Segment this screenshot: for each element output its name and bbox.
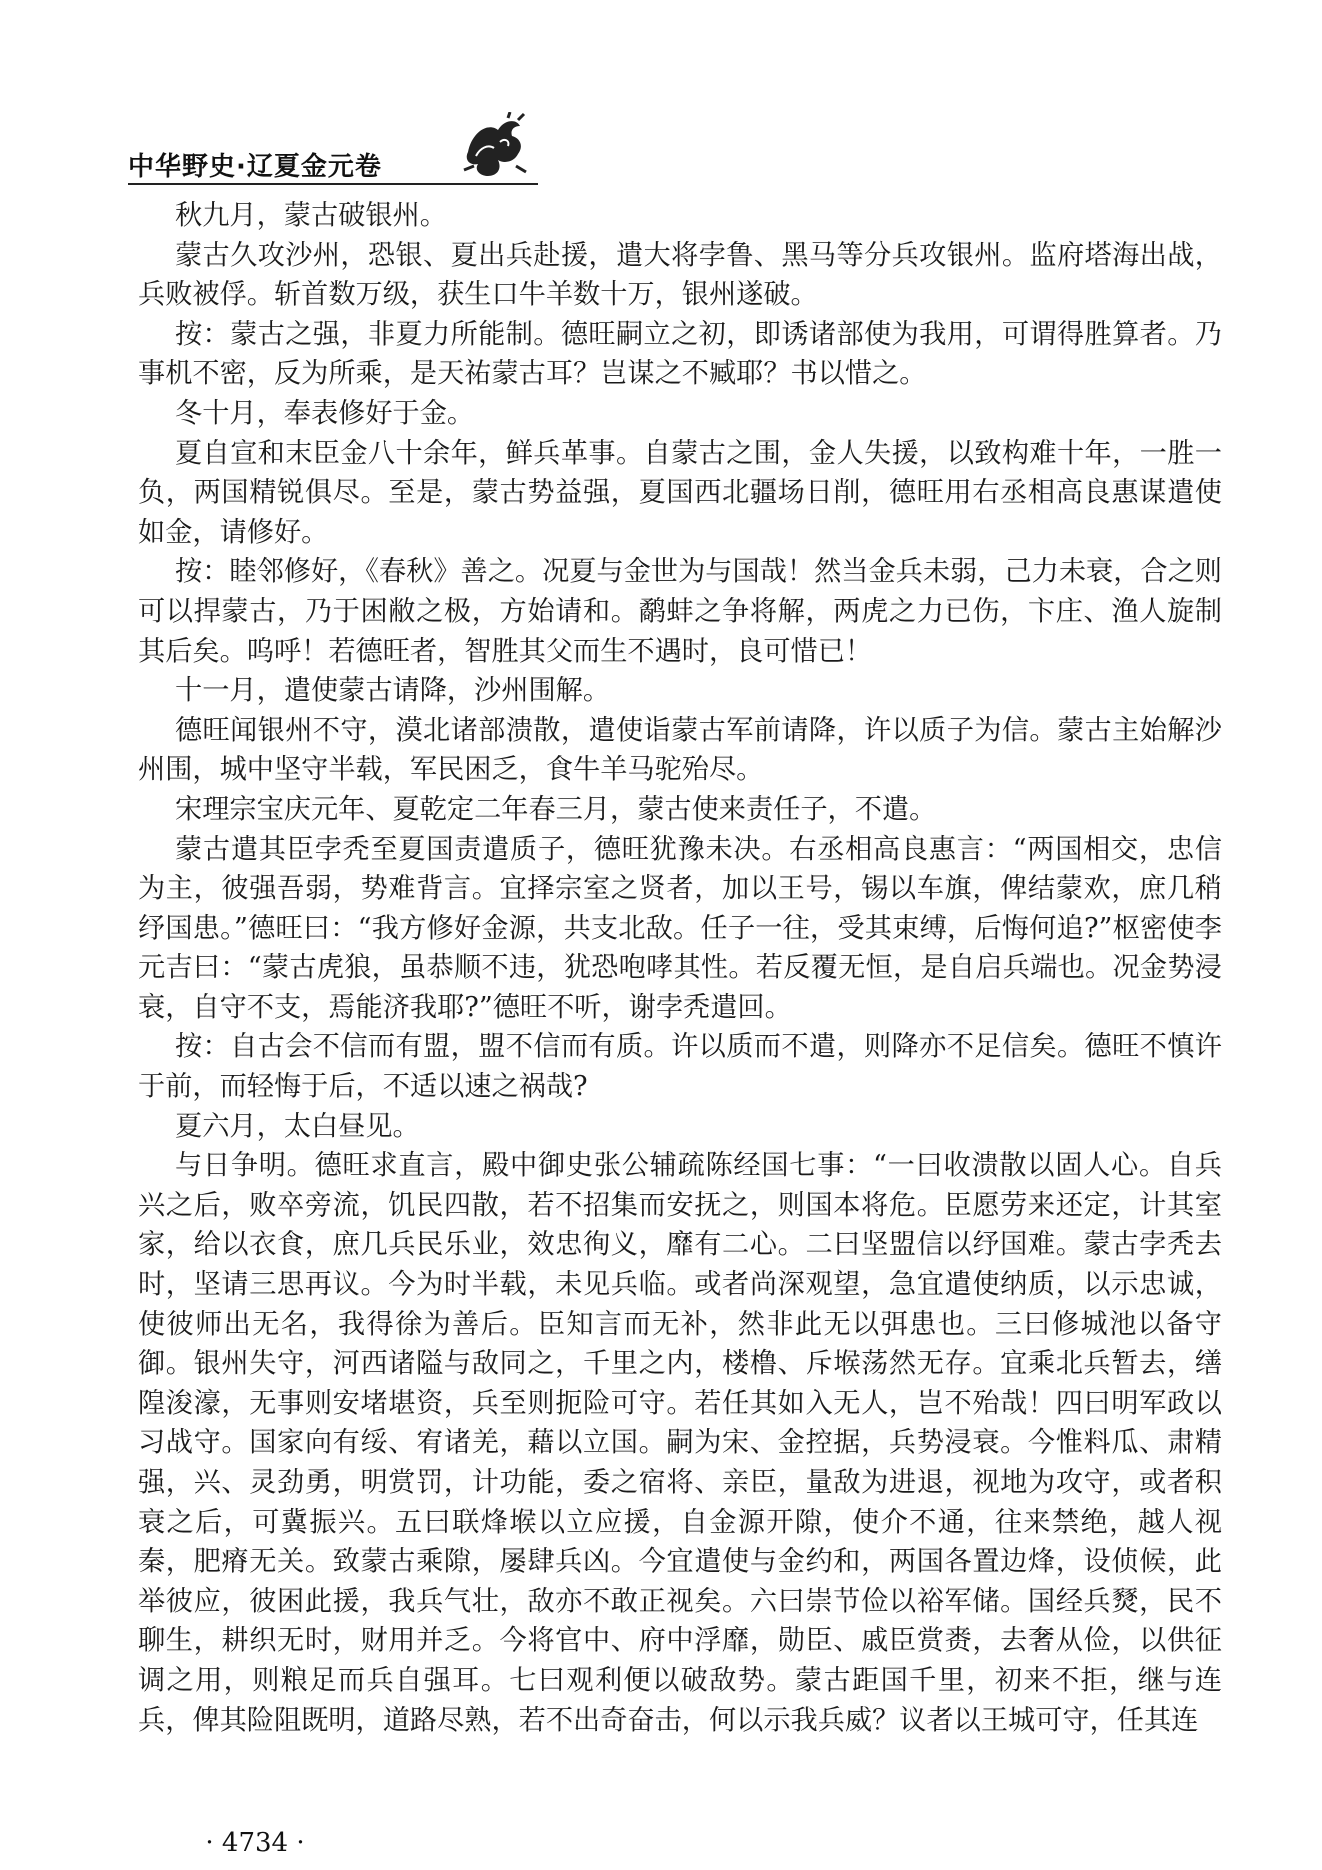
paragraph-7: 十一月，遣使蒙古请降，沙州围解。 xyxy=(175,675,611,707)
paragraph-4: 冬十月，奉表修好于金。 xyxy=(175,397,475,429)
page-number: · 4734 · xyxy=(205,1828,305,1858)
running-header xyxy=(128,112,538,182)
paragraph-2: 蒙古久攻沙州，恐银、夏出兵赴援，遣大将孛鲁、黑马等分兵攻银州。监府塔海出战，兵败被俘。斩首数万级，获生口牛羊数十万，银州遂破。 xyxy=(138,239,1222,311)
header-rule xyxy=(128,183,538,185)
paragraph-8: 德旺闻银州不守，漠北诸部溃散，遣使诣蒙古军前请降，许以质子为信。蒙古主始解沙州围，城中坚守半载，军民困乏，食牛羊马驼殆尽。 xyxy=(138,714,1222,786)
page-body xyxy=(138,196,1222,1740)
paragraph-12: 夏六月，太白昼见。 xyxy=(175,1110,420,1142)
paragraph-11: 按：自古会不信而有盟，盟不信而有质。许以质而不遣，则降亦不足信矣。德旺不慎许于前，而轻悔于后，不适以速之祸哉? xyxy=(138,1031,1222,1103)
paragraph-10: 蒙古遣其臣孛秃至夏国责遣质子，德旺犹豫未决。右丞相高良惠言：“两国相交，忠信为主，彼强吾弱，势难背言。宜择宗室之贤者，加以王号，锡以车旗，俾结蒙欢，庶几稍纾国患。”德旺曰：“我方修好金源，共支北敌。任子一往，受其束缚，后悔何追?”枢密使李元吉曰：“蒙古虎狼，虽恭顺不违，犹恐咆哮其性。若反覆无恒，是自启兵端也。况金势浸衰，自守不支，焉能济我耶?”德旺不听，谢孛秃遣回。 xyxy=(138,833,1222,1023)
paragraph-3: 按：蒙古之强，非夏力所能制。德旺嗣立之初，即诱诸部使为我用，可谓得胜算者。乃事机不密，反为所乘，是天祐蒙古耳？岂谋之不臧耶？书以惜之。 xyxy=(138,318,1222,390)
paragraph-5: 夏自宣和末臣金八十余年，鲜兵革事。自蒙古之围，金人失援，以致构难十年，一胜一负，两国精锐俱尽。至是，蒙古势益强，夏国西北疆场日削，德旺用右丞相高良惠谋遣使如金，请修好。 xyxy=(138,437,1222,548)
book-title: 中华野史·辽夏金元卷 xyxy=(128,152,382,182)
paragraph-13: 与日争明。德旺求直言，殿中御史张公辅疏陈经国七事：“一曰收溃散以固人心。自兵兴之后，败卒旁流，饥民四散，若不招集而安抚之，则国本将危。臣愿劳来还定，计其室家，给以衣食，庶几兵民乐业，效忠徇义，靡有二心。二曰坚盟信以纾国难。蒙古孛秃去时，坚请三思再议。今为时半载，未见兵临。或者尚深观望，急宜遣使纳质，以示忠诚，使彼师出无名，我得徐为善后。臣知言而无补，然非此无以弭患也。三曰修城池以备守御。银州失守，河西诸隘与敌同之，千里之内，楼橹、斥堠荡然无存。宜乘北兵暂去，缮隍浚濠，无事则安堵堪资，兵至则扼险可守。若任其如入无人，岂不殆哉！四曰明军政以习战守。国家向有绥、宥诸羌，藉以立国。嗣为宋、金控据，兵势浸衰。今惟料瓜、肃精强，兴、灵劲勇，明赏罚，计功能，委之宿将、亲臣，量敌为进退，视地为攻守，或者积衰之后，可冀振兴。五曰联烽堠以立应援，自金源开隙，使介不通，往来禁绝，越人视秦，肥瘠无关。致蒙古乘隙，屡肆兵凶。今宜遣使与金约和，两国各置边烽，设侦候，此举彼应，彼困此援，我兵气壮，敌亦不敢正视矣。六曰崇节俭以裕军储。国经兵燹，民不聊生，耕织无时，财用并乏。今将官中、府中浮靡，勋臣、戚臣赏赉，去奢从俭，以供征调之用，则粮足而兵自强耳。七曰观利便以破敌势。蒙古距国千里，初来不拒，继与连兵，俾其险阻既明，道路尽熟，若不出奇奋击，何以示我兵威？议者以王城可守，任其连 xyxy=(138,1150,1222,1736)
paragraph-9: 宋理宗宝庆元年、夏乾定二年春三月，蒙古使来责任子，不遣。 xyxy=(175,793,937,825)
paragraph-6: 按：睦邻修好，《春秋》善之。况夏与金世为与国哉！然当金兵未弱，己力未衰，合之则可以捍蒙古，乃于困敝之极，方始请和。鹬蚌之争将解，两虎之力已伤，卞庄、渔人旋制其后矣。呜呼！若德旺者，智胜其父而生不遇时，良可惜已！ xyxy=(138,556,1222,667)
dragon-icon xyxy=(458,112,530,182)
paragraph-1: 秋九月，蒙古破银州。 xyxy=(175,200,447,231)
